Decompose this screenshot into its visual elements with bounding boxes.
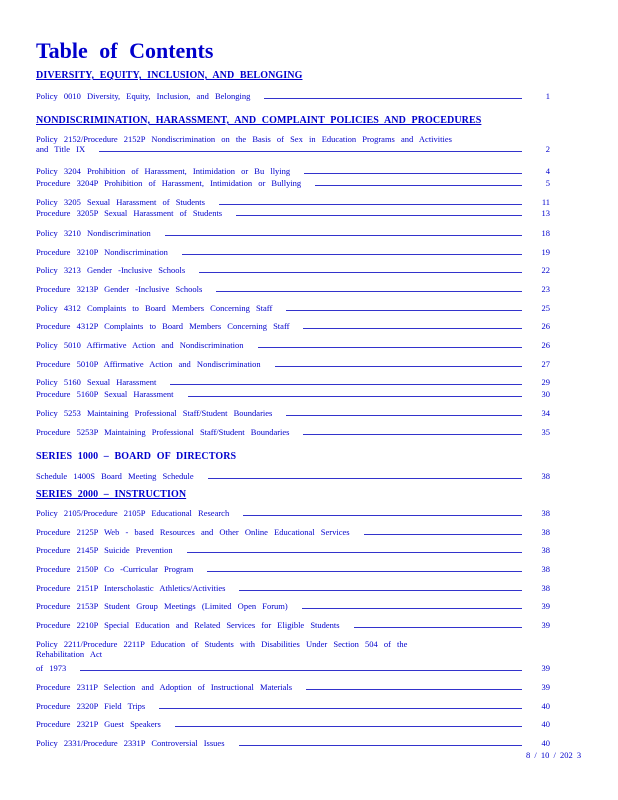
dot-leader xyxy=(239,590,522,591)
entry-title: Procedure 3213P Gender -Inclusive Schools xyxy=(36,284,203,294)
entry-title: Procedure 2321P Guest Speakers xyxy=(36,719,161,729)
page-number: 30 xyxy=(541,389,550,399)
page-number: 35 xyxy=(541,427,550,437)
toc-entry[interactable] xyxy=(36,639,550,673)
page-number: 5 xyxy=(545,178,550,188)
page-number: 29 xyxy=(541,377,550,387)
section-heading-instruction xyxy=(36,489,186,500)
dot-leader xyxy=(303,434,522,435)
dot-leader xyxy=(243,515,522,516)
dot-leader xyxy=(302,608,522,609)
dot-leader xyxy=(207,571,522,572)
dot-leader xyxy=(216,291,522,292)
entry-title: Procedure 3205P Sexual Harassment of Students xyxy=(36,208,223,218)
entry-title: and Title IX xyxy=(36,144,86,154)
page-number: 23 xyxy=(541,284,550,294)
toc-entry[interactable] xyxy=(36,620,550,630)
dot-leader xyxy=(264,98,522,99)
page-number: 1 xyxy=(545,91,550,101)
entry-title-line: Policy 2211/Procedure 2211P Education of Students with Disabilities Under Section 504 of the xyxy=(36,639,408,649)
entry-title: Policy 0010 Diversity, Equity, Inclusion, and Belonging xyxy=(36,91,251,101)
toc-entry[interactable] xyxy=(36,564,550,574)
page-number: 38 xyxy=(541,564,550,574)
section-heading-board xyxy=(36,451,236,462)
toc-entry[interactable] xyxy=(36,303,550,313)
page-number: 26 xyxy=(541,340,550,350)
dot-leader xyxy=(304,173,522,174)
dot-leader xyxy=(286,415,522,416)
dot-leader xyxy=(175,726,522,727)
page-number: 27 xyxy=(541,359,550,369)
toc-entry[interactable] xyxy=(36,284,550,294)
toc-entry[interactable] xyxy=(36,545,550,555)
dot-leader xyxy=(187,552,522,553)
dot-leader xyxy=(182,254,522,255)
toc-entry[interactable] xyxy=(36,91,550,101)
page-number: 38 xyxy=(541,583,550,593)
toc-entry[interactable] xyxy=(36,389,550,399)
entry-title: Schedule 1400S Board Meeting Schedule xyxy=(36,471,194,481)
entry-title: Procedure 2151P Interscholastic Athletics/Activities xyxy=(36,583,226,593)
toc-entry[interactable] xyxy=(36,527,550,537)
section-heading-nondiscrimination xyxy=(36,115,481,126)
toc-entry[interactable] xyxy=(36,719,550,729)
dot-leader xyxy=(286,310,522,311)
toc-entry[interactable] xyxy=(36,166,550,176)
dot-leader xyxy=(306,689,522,690)
toc-entry[interactable] xyxy=(36,408,550,418)
page-number: 19 xyxy=(541,247,550,257)
section-heading-text: NONDISCRIMINATION, HARASSMENT, AND COMPLAINT POLICIES AND PROCEDURES xyxy=(36,115,482,126)
page-number: 39 xyxy=(541,620,550,630)
entry-title: Policy 3210 Nondiscrimination xyxy=(36,228,151,238)
page-number: 4 xyxy=(545,166,550,176)
toc-entry[interactable] xyxy=(36,359,550,369)
section-heading-text: SERIES 2000 – INSTRUCTION xyxy=(36,489,187,500)
entry-title: Procedure 5253P Maintaining Professional Staff/Student Boundaries xyxy=(36,427,290,437)
entry-title-line: Policy 2152/Procedure 2152P Nondiscrimination on the Basis of Sex in Education Programs and Activities xyxy=(36,134,452,144)
page-number: 26 xyxy=(541,321,550,331)
dot-leader xyxy=(208,478,522,479)
entry-title: of 1973 xyxy=(36,663,67,673)
entry-title: Procedure 2210P Special Education and Related Services for Eligible Students xyxy=(36,620,340,630)
page-number: 38 xyxy=(541,508,550,518)
dot-leader xyxy=(354,627,522,628)
page-number: 18 xyxy=(541,228,550,238)
entry-title: Policy 5160 Sexual Harassment xyxy=(36,377,157,387)
toc-entry[interactable] xyxy=(36,508,550,518)
toc-entry[interactable] xyxy=(36,701,550,711)
entry-title: Policy 5010 Affirmative Action and Nondiscrimination xyxy=(36,340,244,350)
entry-title: Procedure 2125P Web - based Resources and Other Online Educational Services xyxy=(36,527,350,537)
entry-title: Policy 4312 Complaints to Board Members Concerning Staff xyxy=(36,303,273,313)
entry-title: Procedure 5160P Sexual Harassment xyxy=(36,389,174,399)
dot-leader xyxy=(219,204,522,205)
dot-leader xyxy=(159,708,522,709)
entry-title: Procedure 4312P Complaints to Board Members Concerning Staff xyxy=(36,321,290,331)
dot-leader xyxy=(364,534,522,535)
entry-title: Procedure 2311P Selection and Adoption of Instructional Materials xyxy=(36,682,293,692)
entry-title: Procedure 2145P Suicide Prevention xyxy=(36,545,173,555)
page-number: 39 xyxy=(541,601,550,611)
dot-leader xyxy=(165,235,522,236)
entry-title-line: Rehabilitation Act xyxy=(36,649,103,659)
page-number: 38 xyxy=(541,527,550,537)
section-heading-text: DIVERSITY, EQUITY, INCLUSION, AND BELONGING xyxy=(36,70,303,81)
toc-entry[interactable] xyxy=(36,208,550,218)
page-number: 39 xyxy=(541,663,550,673)
toc-entry[interactable] xyxy=(36,265,550,275)
section-heading-text: SERIES 1000 – BOARD OF DIRECTORS xyxy=(36,451,237,462)
entry-title: Policy 3213 Gender -Inclusive Schools xyxy=(36,265,186,275)
toc-entry[interactable] xyxy=(36,228,550,238)
page-number: 38 xyxy=(541,545,550,555)
dot-leader xyxy=(236,215,522,216)
toc-entry[interactable] xyxy=(36,601,550,611)
dot-leader xyxy=(239,745,523,746)
toc-entry[interactable] xyxy=(36,247,550,257)
page-number: 2 xyxy=(545,144,550,154)
entry-title: Policy 2331/Procedure 2331P Controversial Issues xyxy=(36,738,225,748)
page-number: 40 xyxy=(541,719,550,729)
entry-title: Policy 2105/Procedure 2105P Educational Research xyxy=(36,508,230,518)
page-title: Table of Contents xyxy=(36,38,214,63)
page-number: 25 xyxy=(541,303,550,313)
page-number: 38 xyxy=(541,471,550,481)
toc-entry[interactable] xyxy=(36,471,550,481)
dot-leader xyxy=(275,366,522,367)
dot-leader xyxy=(258,347,522,348)
toc-entry[interactable] xyxy=(36,583,550,593)
footer-date: 8 / 10 / 202 3 xyxy=(526,750,582,760)
entry-title: Policy 3205 Sexual Harassment of Students xyxy=(36,197,205,207)
toc-entry[interactable] xyxy=(36,738,550,748)
dot-leader xyxy=(188,396,522,397)
entry-title: Procedure 3210P Nondiscrimination xyxy=(36,247,168,257)
toc-entry[interactable] xyxy=(36,682,550,692)
entry-title: Procedure 2153P Student Group Meetings (Limited Open Forum) xyxy=(36,601,288,611)
toc-entry[interactable] xyxy=(36,178,550,188)
page-number: 40 xyxy=(541,701,550,711)
dot-leader xyxy=(170,384,522,385)
dot-leader xyxy=(99,151,522,152)
entry-title: Procedure 2150P Co -Curricular Program xyxy=(36,564,194,574)
page-number: 13 xyxy=(541,208,550,218)
toc-entry[interactable] xyxy=(36,427,550,437)
entry-title: Procedure 2320P Field Trips xyxy=(36,701,146,711)
page-number: 40 xyxy=(541,738,550,748)
page-number: 22 xyxy=(541,265,550,275)
toc-entry[interactable] xyxy=(36,377,550,387)
page-number: 11 xyxy=(541,197,550,207)
section-heading-dei xyxy=(36,70,302,81)
page-number: 39 xyxy=(541,682,550,692)
dot-leader xyxy=(303,328,522,329)
entry-title: Procedure 5010P Affirmative Action and Nondiscrimination xyxy=(36,359,261,369)
dot-leader xyxy=(315,185,522,186)
toc-entry[interactable] xyxy=(36,134,550,154)
entry-title: Procedure 3204P Prohibition of Harassment, Intimidation or Bullying xyxy=(36,178,302,188)
entry-title: Policy 5253 Maintaining Professional Staff/Student Boundaries xyxy=(36,408,273,418)
toc-entry[interactable] xyxy=(36,340,550,350)
dot-leader xyxy=(80,670,522,671)
toc-entry[interactable] xyxy=(36,321,550,331)
entry-title: Policy 3204 Prohibition of Harassment, Intimidation or Bu llying xyxy=(36,166,291,176)
toc-entry[interactable] xyxy=(36,197,550,207)
page-number: 34 xyxy=(541,408,550,418)
dot-leader xyxy=(199,272,522,273)
